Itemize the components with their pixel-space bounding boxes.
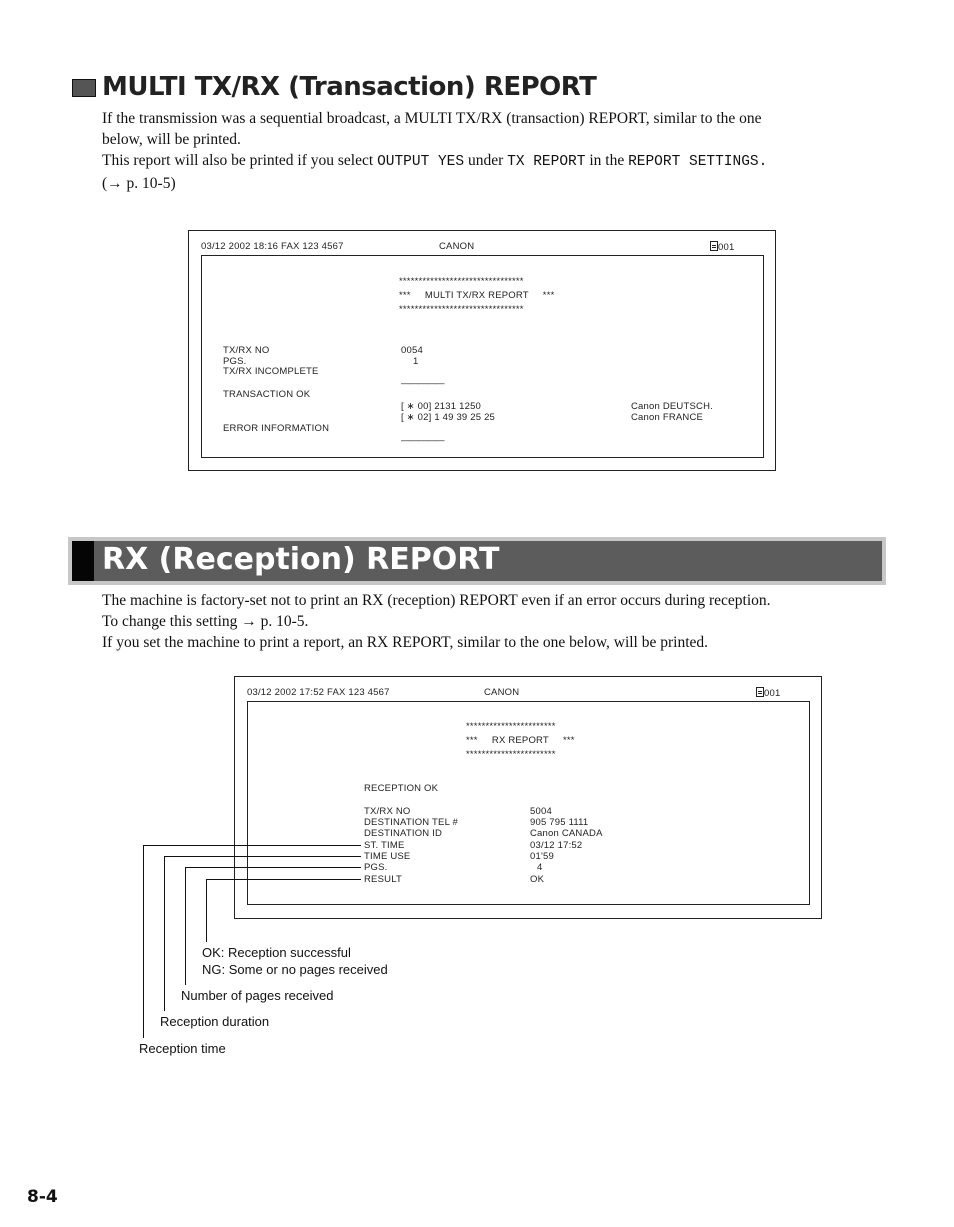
report2-header-center: CANON [484, 687, 520, 698]
report1-title: *** MULTI TX/RX REPORT *** [399, 290, 555, 301]
report2-label-time-use: TIME USE [364, 851, 411, 862]
report1-value-incomplete: ————— [401, 378, 444, 389]
report2-value-dest-id: Canon CANADA [530, 828, 603, 839]
report2-label-pgs: PGS. [364, 862, 388, 873]
report1-destination-1: Canon DEUTSCH. [631, 401, 713, 412]
report2-label-st-time: ST. TIME [364, 840, 405, 851]
report2-reception-ok: RECEPTION OK [364, 783, 439, 794]
report1-destination-2: Canon FRANCE [631, 412, 704, 423]
report2-value-pgs: 4 [537, 862, 543, 873]
page-number: 8-4 [27, 1187, 58, 1207]
rx-report-intro-paragraph: The machine is factory-set not to print an RX (reception) REPORT even if an error occurs during reception. To change this setting → p. 10-5. If you set the machine to print a report, an RX REPORT, similar to the one below, will be printed. [102, 592, 771, 651]
callout-line-time-v [143, 845, 144, 1038]
report2-label-dest-id: DESTINATION ID [364, 828, 443, 839]
report2-value-dest-tel: 905 795 1111 [530, 817, 589, 828]
report1-value-ok-line2: [ ∗ 02] 1 49 39 25 25 [401, 412, 496, 423]
report1-label-incomplete: TX/RX INCOMPLETE [223, 366, 319, 377]
code-output-yes: OUTPUT YES [377, 154, 465, 170]
report1-value-txrx-no: 0054 [401, 345, 423, 356]
callout-line-duration-v [164, 856, 165, 1011]
multi-txrx-report-heading: MULTI TX/RX (Transaction) REPORT [102, 72, 597, 102]
report2-title: *** RX REPORT *** [466, 735, 575, 746]
report2-header-right: 001 [756, 687, 780, 699]
report2-label-result: RESULT [364, 874, 402, 885]
report1-label-error: ERROR INFORMATION [223, 423, 330, 434]
report2-label-dest-tel: DESTINATION TEL # [364, 817, 459, 828]
callout-result-ok: OK: Reception successful [202, 945, 351, 960]
multi-txrx-intro-paragraph: If the transmission was a sequential broadcast, a MULTI TX/RX (transaction) REPORT, similar to the one below, will be printed. This report will also be printed if you select OUTPUT YES under TX REPORT in the REPORT SETTINGS. (→ p. 10-5) [102, 110, 768, 192]
report1-header-center: CANON [439, 241, 475, 252]
callout-pages: Number of pages received [181, 988, 334, 1003]
report2-label-txrx-no: TX/RX NO [364, 806, 411, 817]
report1-label-txrx-no: TX/RX NO [223, 345, 270, 356]
report1-stars-bottom: ******************************** [399, 304, 524, 315]
document-icon [756, 687, 764, 697]
callout-result-ng: NG: Some or no pages received [202, 962, 388, 977]
section-heading-marker [72, 79, 96, 97]
report1-label-pgs: PGS. [223, 356, 247, 367]
report1-label-transaction-ok: TRANSACTION OK [223, 389, 311, 400]
document-icon [710, 241, 718, 251]
page-reference: (→ p. 10-5) [102, 175, 176, 192]
callout-line-result-v [206, 879, 207, 942]
report1-header-left: 03/12 2002 18:16 FAX 123 4567 [201, 241, 344, 252]
report2-stars-top: *********************** [466, 721, 556, 732]
report2-header-left: 03/12 2002 17:52 FAX 123 4567 [247, 687, 390, 698]
report2-value-time-use: 01'59 [530, 851, 554, 862]
callout-line-pages-h [185, 867, 361, 868]
callout-time: Reception time [139, 1041, 226, 1056]
report2-value-result: OK [530, 874, 545, 885]
callout-line-result-h [206, 879, 361, 880]
callout-line-pages-v [185, 867, 186, 985]
report2-value-txrx-no: 5004 [530, 806, 552, 817]
report1-value-ok-line1: [ ∗ 00] 2131 1250 [401, 401, 482, 412]
report2-stars-bottom: *********************** [466, 749, 556, 760]
section-banner-marker [72, 541, 94, 581]
rx-report-heading: RX (Reception) REPORT [102, 542, 500, 577]
code-tx-report: TX REPORT [507, 154, 586, 170]
callout-duration: Reception duration [160, 1014, 270, 1029]
callout-line-time-h [143, 845, 361, 846]
report1-stars-top: ******************************** [399, 276, 524, 287]
report1-header-right: 001 [710, 241, 734, 253]
report1-value-error: ————— [401, 435, 444, 446]
callout-line-duration-h [164, 856, 361, 857]
report2-value-st-time: 03/12 17:52 [530, 840, 583, 851]
report1-value-pgs: 1 [413, 356, 419, 367]
code-report-settings: REPORT SETTINGS. [628, 154, 768, 170]
